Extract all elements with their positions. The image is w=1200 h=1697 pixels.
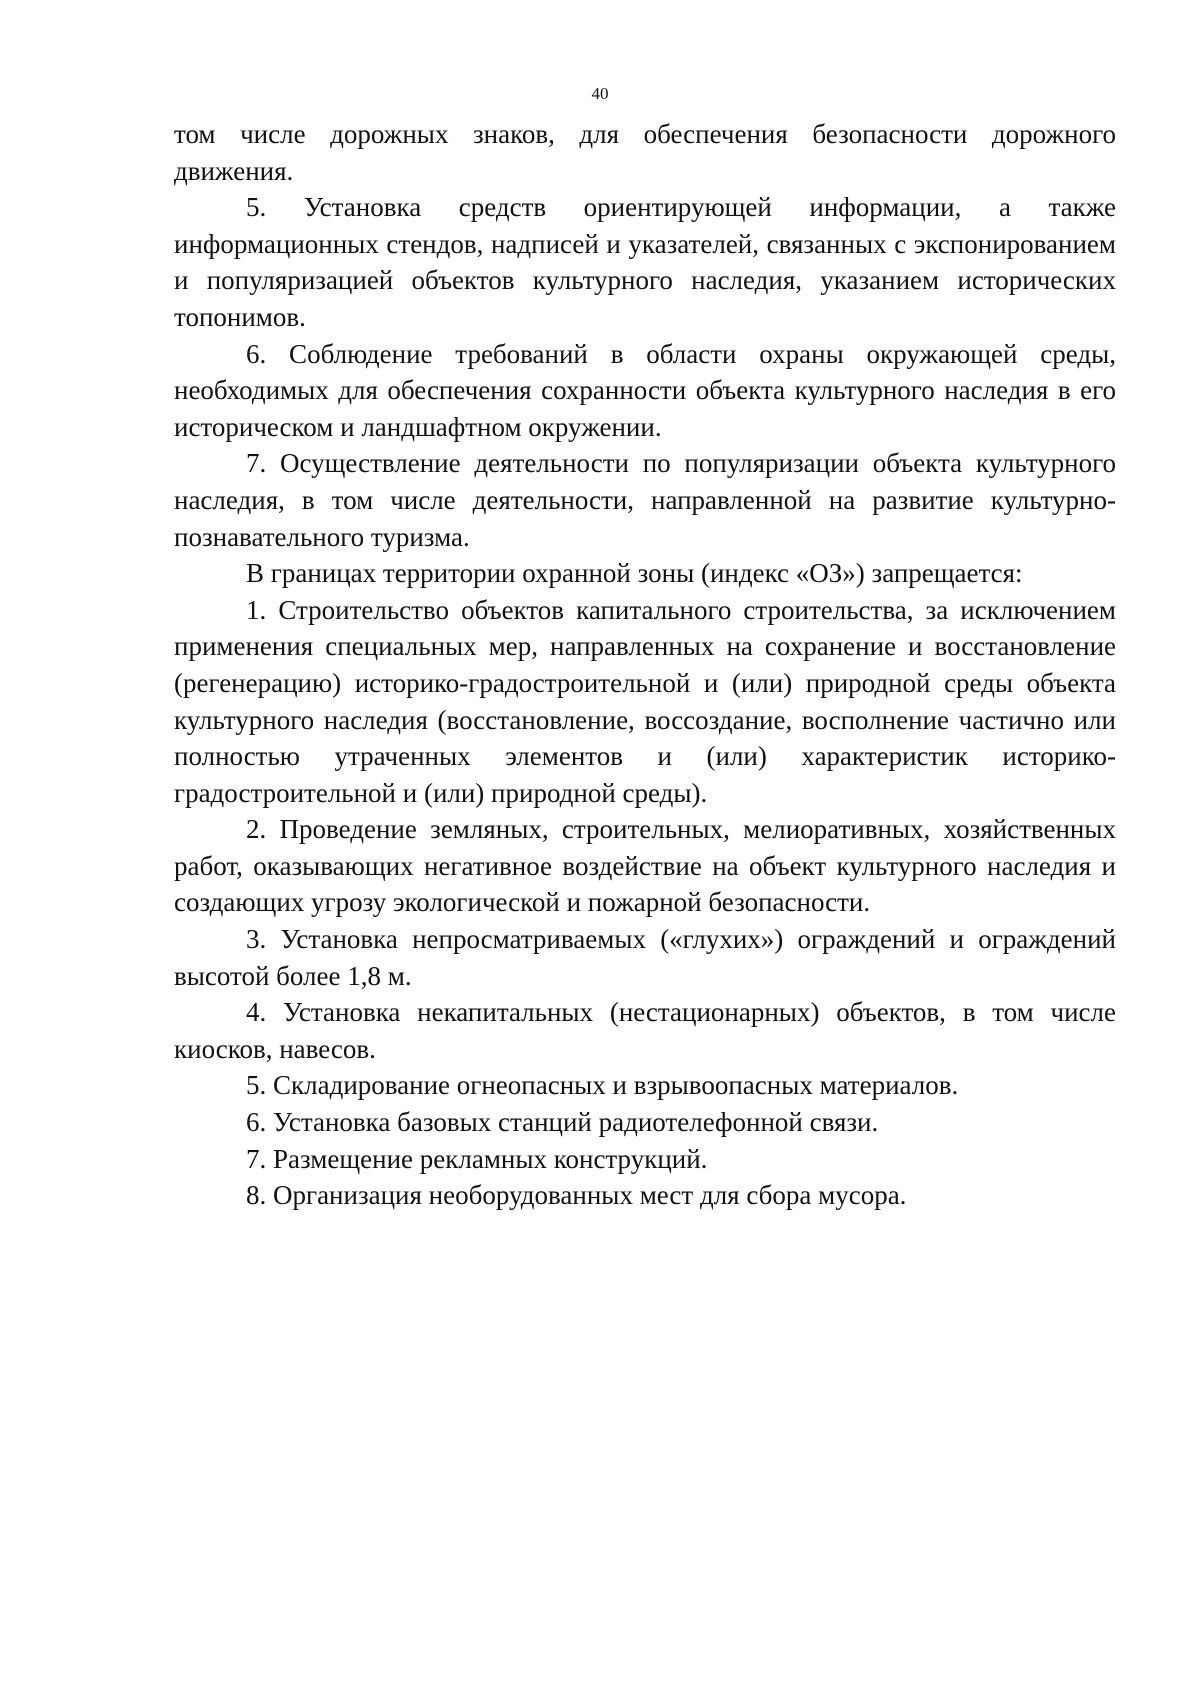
document-body bbox=[174, 116, 1116, 1214]
paragraph-item-7-popularization: 7. Осуществление деятельности по популяризации объекта культурного наследия, в том числе деятельности, направленной на развитие культурно-познавательного туризма. bbox=[174, 448, 1116, 552]
paragraph-prohibition-7: 7. Размещение рекламных конструкций. bbox=[246, 1143, 708, 1174]
paragraph-prohibition-1: 1. Строительство объектов капитального строительства, за исключением применения специальных мер, направленных на сохранение и восстановление (регенерацию) историко-градостроительной и (или) природной среды объекта культурного наследия (восстановление, воссоздание, восполнение частично или полностью утраченных элементов и (или) характеристик историко-градостроительной и (или) природной среды). bbox=[174, 594, 1116, 808]
page-number: 40 bbox=[591, 84, 609, 103]
paragraph-item-6-environment: 6. Соблюдение требований в области охраны окружающей среды, необходимых для обеспечения сохранности объекта культурного наследия в его историческом и ландшафтном окружении. bbox=[174, 338, 1116, 442]
paragraph-prohibitions-heading: В границах территории охранной зоны (индекс «ОЗ») запрещается: bbox=[246, 558, 1023, 589]
paragraph-prohibition-4: 4. Установка некапитальных (нестационарных) объектов, в том числе киосков, навесов. bbox=[174, 997, 1116, 1064]
paragraph-continuation: том числе дорожных знаков, для обеспечения безопасности дорожного движения. bbox=[174, 119, 1116, 186]
paragraph-prohibition-2: 2. Проведение земляных, строительных, мелиоративных, хозяйственных работ, оказывающих негативное воздействие на объект культурного наследия и создающих угрозу экологической и пожарной безопасности. bbox=[174, 814, 1116, 918]
paragraph-item-5-orientation-info: 5. Установка средств ориентирующей информации, а также информационных стендов, надписей и указателей, связанных с экспонированием и популяризацией объектов культурного наследия, указанием исторических топонимов. bbox=[174, 192, 1116, 332]
paragraph-prohibition-3: 3. Установка непросматриваемых («глухих») ограждений и ограждений высотой более 1,8 м. bbox=[174, 924, 1116, 991]
paragraph-prohibition-6: 6. Установка базовых станций радиотелефонной связи. bbox=[246, 1107, 879, 1138]
paragraph-prohibition-5: 5. Складирование огнеопасных и взрывоопасных материалов. bbox=[246, 1070, 959, 1101]
paragraph-prohibition-8: 8. Организация необорудованных мест для сбора мусора. bbox=[246, 1180, 907, 1211]
